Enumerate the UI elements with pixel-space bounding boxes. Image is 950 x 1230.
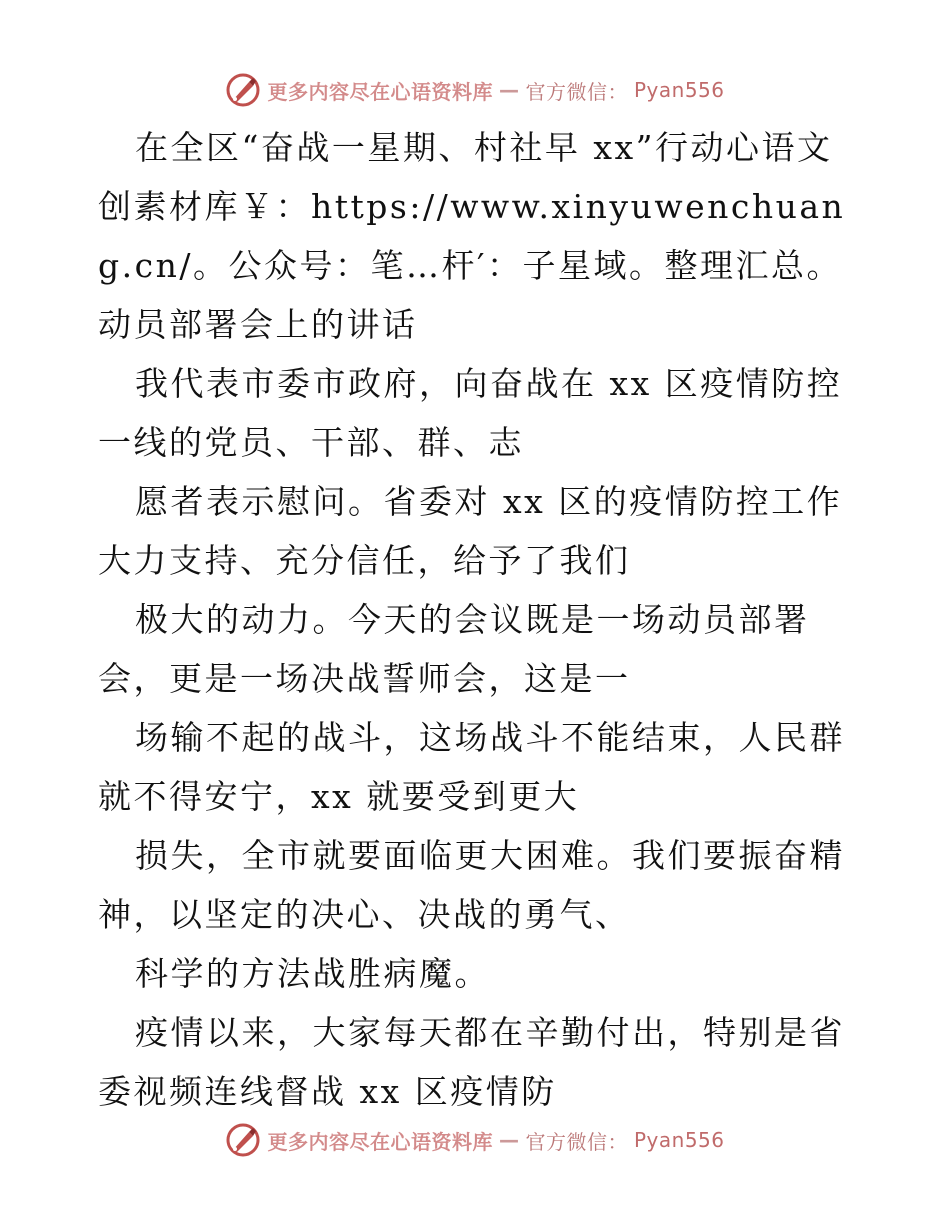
pen-logo-icon [225, 1122, 261, 1158]
watermark-wechat-id: Pyan556 [633, 1128, 725, 1152]
paragraph: 在全区“奋战一星期、村社早 xx”行动心语文创素材库￥：https://www.xinyuwenchuang.cn/。公众号：笔…杆′：子星域。整理汇总。动员部署会上的讲话 [98, 128, 846, 344]
paragraph: 极大的动力。今天的会议既是一场动员部署会，更是一场决战誓师会，这是一 [98, 600, 810, 698]
watermark-dash: — [498, 1128, 520, 1152]
footer-watermark [0, 1120, 950, 1160]
watermark-sub-text: 官方微信： [525, 79, 628, 104]
watermark-sub-text: 官方微信： [525, 1129, 628, 1154]
paragraph: 场输不起的战斗，这场战斗不能结束，人民群就不得安宁，xx 就要受到更大 [98, 718, 845, 816]
pen-logo-icon [225, 72, 261, 108]
watermark-main-text: 更多内容尽在心语资料库 [267, 1129, 493, 1154]
paragraph: 愿者表示慰问。省委对 xx 区的疫情防控工作大力支持、充分信任，给予了我们 [98, 482, 843, 580]
watermark-dash: — [498, 78, 520, 102]
paragraph: 疫情以来，大家每天都在辛勤付出，特别是省委视频连线督战 xx 区疫情防 [98, 1013, 845, 1111]
document-body [98, 118, 858, 1121]
watermark-main-text: 更多内容尽在心语资料库 [267, 79, 493, 104]
header-watermark [0, 70, 950, 110]
paragraph: 损失，全市就要面临更大困难。我们要振奋精神，以坚定的决心、决战的勇气、 [98, 836, 845, 934]
paragraph: 我代表市委市政府，向奋战在 xx 区疫情防控一线的党员、干部、群、志 [98, 364, 843, 462]
watermark-wechat-id: Pyan556 [633, 78, 725, 102]
paragraph: 科学的方法战胜病魔。 [135, 954, 490, 993]
